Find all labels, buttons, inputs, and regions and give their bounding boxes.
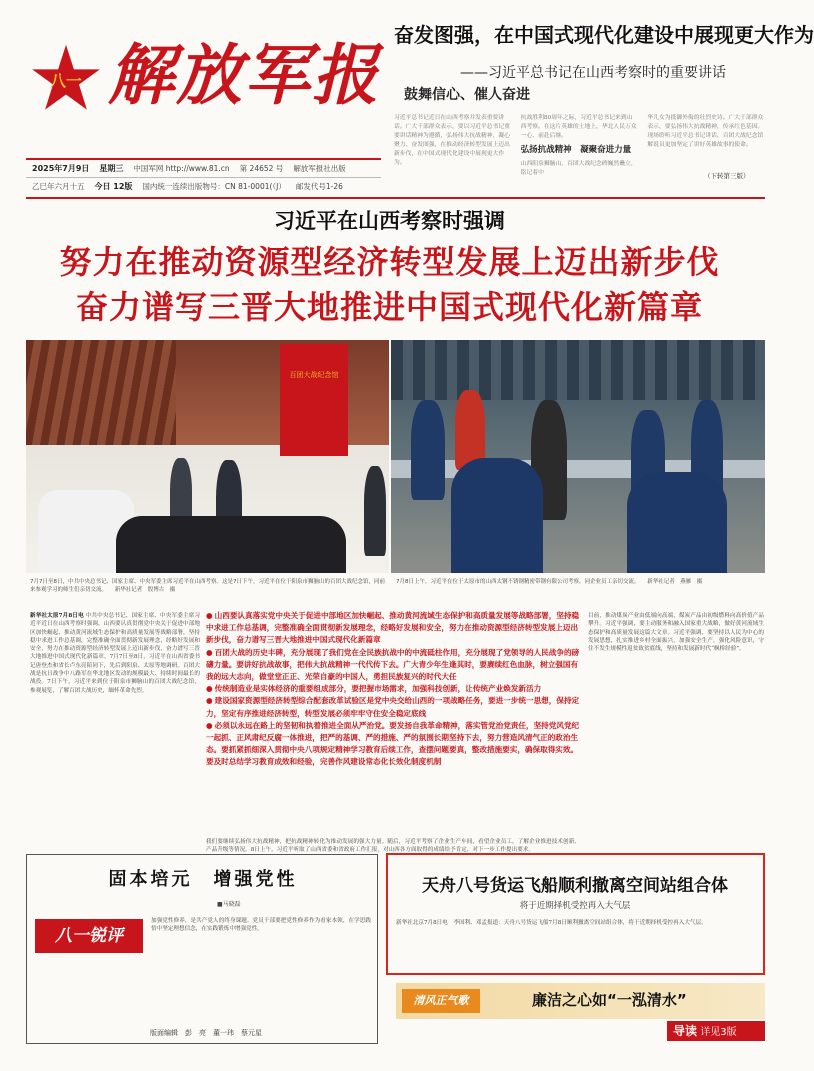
lunar-date: 乙巳年六月十五 xyxy=(32,182,85,191)
photo-right-credit: 新华社记者 燕雁 摄 xyxy=(647,579,703,585)
red-star-logo-icon xyxy=(30,42,102,114)
photo-left-credit: 新华社记者 殷博古 摄 xyxy=(114,587,176,593)
photo-left-caption: 7月7日至8日，中共中央总书记、国家主席、中央军委主席习近平在山西考察。这是7日下午，习近平在位于阳泉市狮脑山的百团大战纪念馆，同前来参观学习的师生们亲切交流。 新华社记者 殷博古 摄 xyxy=(30,579,386,593)
top-story-col2-more: 山西阳泉狮脑山，百团大战纪念碑巍然矗立，铭记着中 xyxy=(520,161,637,176)
banner-tag: 清风正气歌 xyxy=(402,989,480,1013)
page-editors: 版面编辑 彭 亮 董一玮 蔡元星 xyxy=(150,1029,262,1037)
main-headline-line1[interactable]: 努力在推动资源型经济转型发展上迈出新步伐 xyxy=(59,243,720,281)
continued-note[interactable]: （下转第三版） xyxy=(704,172,750,180)
website: 中国军网 http://www.81.cn xyxy=(133,164,230,173)
guide-detail: 详见3版 xyxy=(700,1027,737,1038)
commentary-title: 固本培元 增强党性 xyxy=(108,869,298,890)
top-story-col1: 习近平总书记近日在山西考察并发表重要讲话。广大干部群众表示，要以习近平总书记重要讲话精神为遵循，弘扬伟大抗战精神，凝心聚力、奋发图强，在推动经济转型发展上迈出新步伐，在中国式现代化建设中展现更大作为。 xyxy=(394,115,510,166)
factory-machinery xyxy=(391,340,765,400)
cn-number: 国内统一连续出版物号：CN 81-0001(（J） xyxy=(142,182,286,191)
photo-memorial-hall[interactable] xyxy=(26,340,389,573)
key-point: ● 山西要认真落实党中央关于促进中部地区加快崛起、推动黄河流域生态保护和高质量发展等战略部署，坚持稳中求进工作总基调，完整准确全面贯彻新发展理念，经略好发展和安全，努力在推动资源型经济转型发展上迈出新步伐，奋力谱写三晋大地推进中国式现代化新篇章 xyxy=(206,610,580,647)
top-story-col3: 华儿女为抵御外侮的壮烈史诗。广大干部群众表示，要弘扬伟大抗战精神，传承红色基因。现场聆听习近平总书记讲话，百团大战纪念馆解说员更加坚定了讲好英雄故事的使命。 xyxy=(647,115,764,148)
photo-steel-factory[interactable] xyxy=(391,340,765,573)
column-banner[interactable] xyxy=(396,983,765,1019)
issue-weekday: 星期三 xyxy=(99,164,124,173)
issue-info xyxy=(26,158,381,195)
top-story-subtitle2: 鼓舞信心、催人奋进 xyxy=(404,87,530,103)
banner-title: 廉洁之心如“一泓清水” xyxy=(532,991,687,1009)
shenzhou-news-box[interactable] xyxy=(386,853,765,975)
main-kicker: 习近平在山西考察时强调 xyxy=(274,209,505,233)
publisher: 解放军报社出版 xyxy=(293,164,346,173)
key-point: ● 百团大战的历史丰碑，充分展现了我们党在全民族抗战中的中流砥柱作用，充分展现了党领导的人民战争的磅礴力量。要讲好抗战故事，把伟大抗战精神一代代传下去。广大青少年生逢其时，要赓续红色血脉，树立强国有我的远大志向，做堂堂正正、光荣自豪的中国人，勇担民族复兴的时代大任 xyxy=(206,647,580,684)
commentary-text: 加强党性修养，是共产党人的终身课题。党员干部要把党性修养作为看家本领，在学思践悟中坚定理想信念，在实践锻炼中增强党性。 xyxy=(151,918,371,933)
commentary-byline: ■马晓磊 xyxy=(217,901,241,908)
commentary-box[interactable] xyxy=(26,854,378,1044)
shenzhou-title: 天舟八号货运飞船顺利撤离空间站组合体 xyxy=(422,876,728,896)
paper-name-logo: 解放军报 xyxy=(108,36,380,114)
column-logo: 八一锐评 xyxy=(35,919,143,953)
key-points-list xyxy=(206,610,580,836)
shenzhou-subtitle: 将于近期择机受控再入大气层 xyxy=(519,901,631,911)
top-story-col2: 抗战胜利80周年之际，习近平总书记来到山西考察。在这片英雄的土地上，华北人民万众一心、前赴后继。 xyxy=(520,115,637,139)
top-story-headline[interactable]: 奋发图强，在中国式现代化建设中展现更大作为 xyxy=(394,23,814,47)
top-story-subtitle: ——习近平总书记在山西考察时的重要讲话 xyxy=(460,65,726,81)
issue-date: 2025年7月9日 xyxy=(32,164,90,173)
top-story-kicker: 弘扬抗战精神 凝聚奋进力量 xyxy=(520,145,632,155)
issue-number: 第 24652 号 xyxy=(239,164,284,173)
body-text-2: 我们要继续弘扬伟大抗战精神，把抗战精神转化为推动发展的强大力量。随后，习近平考察了企业生产车间，看望企业员工，了解企业推进技术创新、产品升级等情况。8日上午，习近平听取了山西省委和省政府工作汇报，对山西各方面取得的成绩给予肯定，对下一步工作提出要求。 xyxy=(206,839,580,854)
body-text-3: 目前，推动煤炭产业由低端向高端，煤炭产品由初级燃料向高价值产品攀升。习近平强调，要主动服务和融入国家重大战略，做好黄河流域生态保护和高质量发展这篇大文章。习近平强调，要坚持以人民为中心的发展思想，扎实推进乡村全面振兴，加强安全生产，强化风险意识，守住不发生规模性返贫致贫底线，坚持和发展新时代“枫桥经验”。 xyxy=(588,613,764,653)
guide-label: 导读 xyxy=(673,1024,698,1038)
relief-sculpture xyxy=(26,340,176,445)
photo-right-caption: 7月8日上午，习近平在位于太原市的山西太钢不锈钢精密带钢有限公司考察，同企业员工亲切交流。 新华社记者 燕雁 摄 xyxy=(396,579,703,585)
postal-code: 邮发代号1-26 xyxy=(295,182,343,191)
main-headline-line2[interactable]: 奋力谱写三晋大地推进中国式现代化新篇章 xyxy=(75,288,703,326)
article-column-2 xyxy=(206,838,580,854)
shenzhou-text: 新华社北京7月8日电 李国利、邓孟报道：天舟八号货运飞船7月8日顺利撤离空间站组合体，将于近期择机受控再入大气层。 xyxy=(396,920,707,926)
red-banner: 百团大战纪念馆 xyxy=(280,344,348,456)
divider xyxy=(26,197,765,199)
article-column-1 xyxy=(30,612,200,840)
article-column-3 xyxy=(588,612,764,846)
guide-tag[interactable] xyxy=(667,1021,765,1041)
page-count: 今日 12版 xyxy=(94,182,133,191)
body-text-1: 中共中央总书记、国家主席、中央军委主席习近平近日在山西考察时强调，山西要认真贯彻党中央关于促进中部地区加快崛起、推动黄河流域生态保护和高质量发展等战略部署，坚持稳中求进工作总基调，完整准确全面贯彻新发展理念，经略好发展和安全，努力在推动资源型经济转型发展上迈出新步伐，奋力谱写三晋大地推进中国式现代化新篇章。7月7日至8日，习近平在山西省委书记唐登杰和省长卢东亮陪同下，先后到阳泉、太原等地调研。百团大战是抗日战争中八路军在华北地区发动的规模最大、持续时间最长的战役。7日下午，习近平来到位于阳泉市狮脑山的百团大战纪念馆，参观展览，了解百团大战历史，缅怀革命先烈。 xyxy=(30,613,200,694)
key-point: ● 必须以永远在路上的坚韧和执着推进全面从严治党。要发扬自我革命精神，落实管党治党责任，坚持党风党纪一起抓、正风肃纪反腐一体推进，把严的基调、严的措施、严的氛围长期坚持下去，努力营造风清气正的政治生态。要抓紧抓细深入贯彻中央八项规定精神学习教育后续工作，查摆问题要真，整改措施要实，确保取得实效。要及时总结学习教育成效和经验，完善作风建设常态化长效化制度机制 xyxy=(206,720,580,769)
dateline: 新华社太原7月8日电 xyxy=(30,613,84,619)
key-point: ● 传统制造业是实体经济的重要组成部分，要把握市场需求，加强科技创新，让传统产业焕发新活力 xyxy=(206,683,580,695)
key-point: ● 建设国家资源型经济转型综合配套改革试验区是党中央交给山西的一项战略任务，要进一步统一思想，保持定力，坚定有序推进经济转型，转型发展必须牢牢守住安全稳定底线 xyxy=(206,695,580,719)
svg-text:八一: 八一 xyxy=(50,71,82,91)
